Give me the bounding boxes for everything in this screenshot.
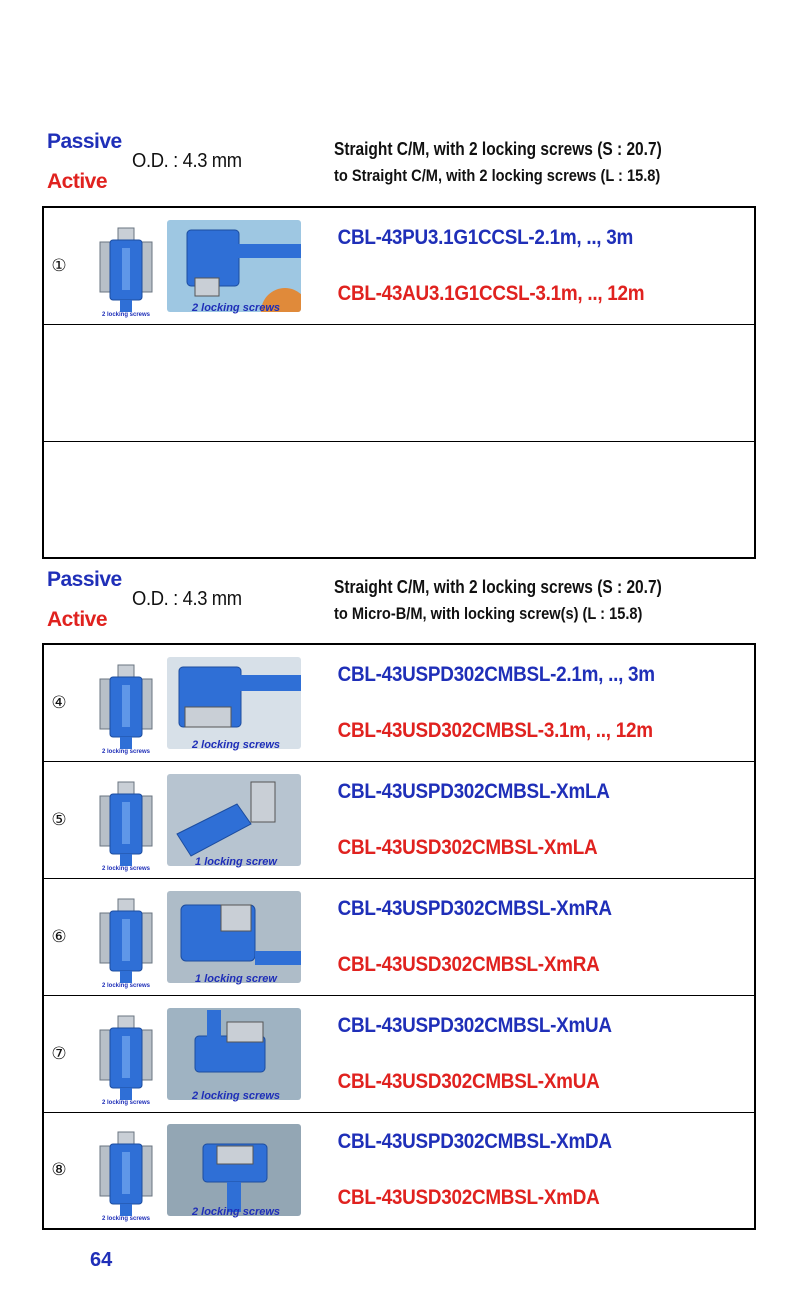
usb-c-connector-icon — [96, 663, 156, 753]
spec-line-2: to Micro-B/M, with locking screw(s) (L : 15.8) — [334, 604, 643, 623]
table-row — [43, 644, 755, 761]
table-row — [43, 1112, 755, 1229]
spec-line-1: Straight C/M, with 2 locking screws (S : 20.7) — [334, 577, 662, 597]
product-images — [74, 324, 334, 441]
passive-part-number: CBL-43USPD302CMBSL-XmDA — [337, 1130, 612, 1154]
product-images — [74, 878, 334, 995]
part-numbers — [334, 1112, 755, 1229]
table-row — [43, 441, 755, 558]
part-numbers — [334, 441, 755, 558]
row-number: ⑧ — [43, 1112, 74, 1229]
active-part-number: CBL-43USD302CMBSL-XmLA — [337, 835, 598, 859]
passive-label: Passive — [47, 130, 122, 153]
row-number — [43, 324, 74, 441]
section2-header — [0, 568, 800, 638]
product-images — [74, 644, 334, 761]
usb-c-connector-icon — [96, 897, 156, 987]
photo-caption: 2 locking screws — [191, 1206, 281, 1219]
part-numbers — [334, 644, 755, 761]
photo-caption: 2 locking screws — [191, 1089, 281, 1102]
table-row — [43, 995, 755, 1112]
icon-caption: 2 locking screws — [101, 748, 151, 755]
active-part-number: CBL-43AU3.1G1CCSL-3.1m, .., 12m — [337, 281, 645, 305]
photo-caption: 2 locking screws — [191, 738, 281, 751]
icon-caption: 2 locking screws — [101, 311, 151, 318]
cable-photo-icon — [167, 774, 301, 866]
passive-label: Passive — [47, 568, 122, 591]
active-part-number: CBL-43USD302CMBSL-XmUA — [337, 1069, 600, 1093]
section2-table — [42, 643, 756, 1230]
part-numbers — [334, 324, 755, 441]
cable-photo-icon — [167, 657, 301, 749]
cable-photo-icon — [167, 1124, 301, 1219]
table-row — [43, 324, 755, 441]
row-number: ⑦ — [43, 995, 74, 1112]
icon-caption: 2 locking screws — [101, 865, 151, 872]
active-part-number: CBL-43USD302CMBSL-XmRA — [337, 952, 600, 976]
row-number: ① — [51, 255, 67, 276]
product-images — [74, 207, 334, 324]
photo-caption: 2 locking screws — [191, 301, 281, 314]
active-part-number: CBL-43USD302CMBSL-3.1m, .., 12m — [337, 718, 653, 742]
section1-header — [0, 130, 800, 200]
outer-diameter: O.D. : 4.3 mm — [132, 150, 242, 172]
icon-caption: 2 locking screws — [101, 1216, 151, 1223]
usb-c-connector-icon — [96, 780, 156, 870]
usb-c-connector-icon — [96, 1130, 156, 1223]
active-label: Active — [47, 608, 108, 631]
cable-photo-icon — [167, 1008, 301, 1100]
passive-part-number: CBL-43PU3.1G1CCSL-2.1m, .., 3m — [337, 225, 634, 249]
section1-table — [42, 206, 756, 559]
usb-c-connector-icon — [96, 226, 156, 316]
row-number — [43, 441, 74, 558]
product-images — [74, 1112, 334, 1229]
passive-part-number: CBL-43USPD302CMBSL-XmUA — [337, 1013, 612, 1037]
usb-c-connector-icon — [96, 1014, 156, 1104]
passive-part-number: CBL-43USPD302CMBSL-XmRA — [337, 896, 612, 920]
product-images — [74, 441, 334, 558]
table-row — [43, 207, 755, 324]
spec-line-1: Straight C/M, with 2 locking screws (S : 20.7) — [334, 139, 662, 159]
row-number: ④ — [51, 692, 67, 713]
spec-line-2: to Straight C/M, with 2 locking screws (L : 15.8) — [334, 166, 661, 185]
photo-caption: 1 locking screw — [195, 972, 277, 985]
icon-caption: 2 locking screws — [101, 982, 151, 989]
passive-part-number: CBL-43USPD302CMBSL-2.1m, .., 3m — [337, 662, 655, 686]
part-numbers — [334, 995, 755, 1112]
page-number: 64 — [90, 1249, 113, 1271]
active-part-number: CBL-43USD302CMBSL-XmDA — [337, 1186, 600, 1210]
part-numbers — [334, 761, 755, 878]
cable-photo-icon — [167, 891, 301, 983]
product-images — [74, 761, 334, 878]
outer-diameter: O.D. : 4.3 mm — [132, 588, 242, 610]
product-images — [74, 995, 334, 1112]
icon-caption: 2 locking screws — [101, 1099, 151, 1106]
part-numbers — [334, 878, 755, 995]
table-row — [43, 761, 755, 878]
part-numbers — [334, 207, 755, 324]
table-row — [43, 878, 755, 995]
photo-caption: 1 locking screw — [195, 855, 277, 868]
row-number: ⑥ — [43, 878, 74, 995]
cable-photo-icon — [167, 220, 301, 312]
active-label: Active — [47, 170, 108, 193]
passive-part-number: CBL-43USPD302CMBSL-XmLA — [337, 779, 610, 803]
row-number: ⑤ — [43, 761, 74, 878]
